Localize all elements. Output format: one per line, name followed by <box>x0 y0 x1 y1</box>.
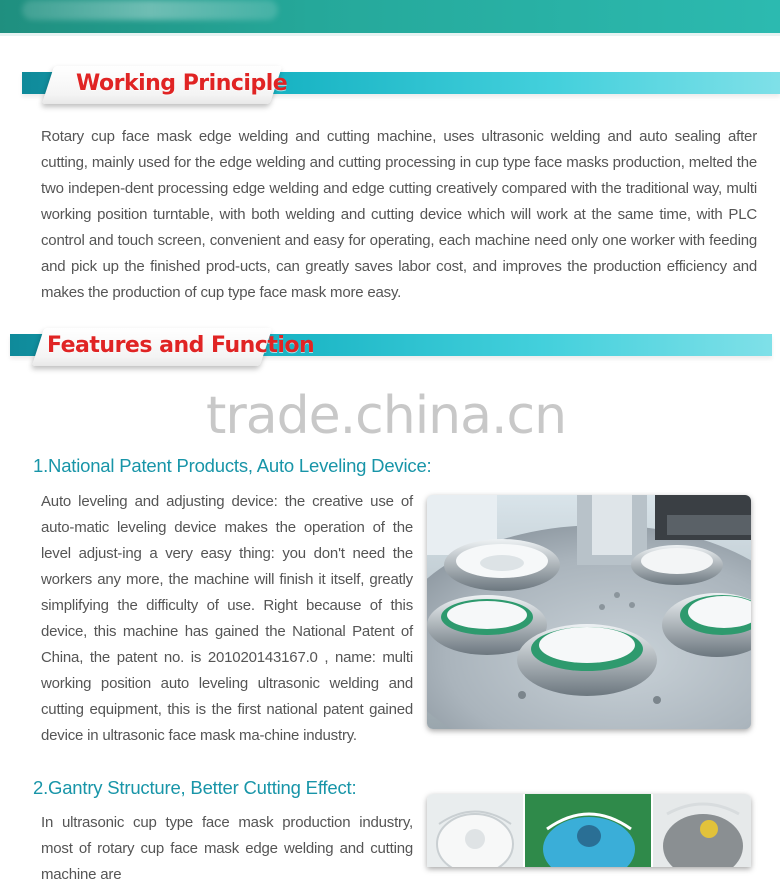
feature-2-text: In ultrasonic cup type face mask production industry, most of rotary cup face mask edge welding and cutting machine are <box>41 814 413 883</box>
working-principle-text: Rotary cup face mask edge welding and cutting machine, uses ultrasonic welding and auto sealing after cutting, mainly used for the edge welding and cutting processing in cup type face masks production, melted the two indepen-dent processing edge welding and edge cutting creatively compared with the traditional way, multi working position turntable, with both welding and cutting device which will work at the same time, with PLC control and touch screen, convenient and easy for operating, each machine need only one worker with feeding and pick up the finished prod-ucts, can greatly saves labor cost, and improves the production efficiency and makes the production of cup type face mask more easy. <box>41 128 757 301</box>
watermark-text: trade.china.cn <box>206 386 567 446</box>
feature-1-text: Auto leveling and adjusting device: the creative use of auto-matic leveling device makes the operation of the level adjust-ing a very easy thing: you don't need the workers any more, the machine will finish it itself, greatly simplifying the difficulty of use. Right because of this device, this machine has gained the National Patent of China, the patent no. is 201020143167.0 , name: multi working position auto leveling ultrasonic welding and cutting equipment, this is the first national patent gained device in ultrasonic face mask ma-chine industry. <box>41 493 413 744</box>
section-title: Working Principle <box>76 71 288 96</box>
mask-samples-photo <box>427 794 751 867</box>
top-header-bar <box>0 0 780 33</box>
mask-samples-image <box>427 794 751 867</box>
section-title: Features and Function <box>47 333 315 358</box>
feature-2-heading: 2.Gantry Structure, Better Cutting Effect: <box>33 777 357 798</box>
machine-photo <box>427 495 751 729</box>
feature-1-heading: 1.National Patent Products, Auto Leveling Device: <box>33 455 432 476</box>
features-header <box>10 328 772 372</box>
working-principle-header <box>22 66 780 110</box>
machine-turntable-image <box>427 495 751 729</box>
header-divider <box>0 33 780 36</box>
header-highlight <box>22 0 278 20</box>
